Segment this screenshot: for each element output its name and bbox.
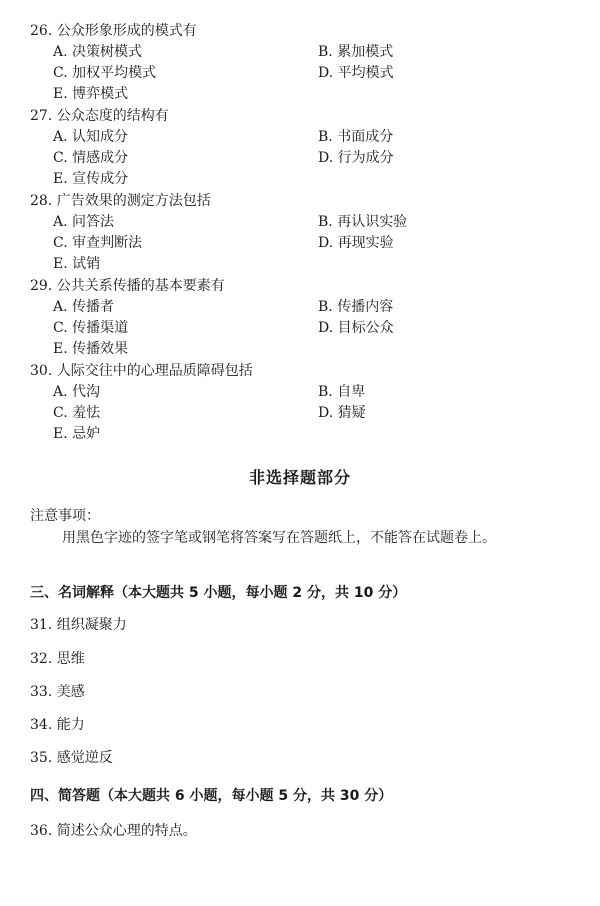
notice-label: 注意事项： [30,508,100,524]
section-title: 非选择题部分 [248,468,351,487]
question-stem: 30. 人际交往中的心理品质障碍包括 [30,363,253,379]
option-e: E. 传播效果 [53,341,129,357]
option-c: C. 传播渠道 [53,320,129,336]
option-b: B. 累加模式 [318,44,394,60]
option-a: A. 决策树模式 [53,44,143,60]
option-a: A. 认知成分 [53,129,129,145]
section-heading: 三、名词解释（本大题共 5 小题，每小题 2 分，共 10 分） [30,585,407,601]
list-item: 35. 感觉逆反 [30,750,113,766]
option-d: D. 再现实验 [318,235,394,251]
option-d: D. 行为成分 [318,150,394,166]
option-a: A. 代沟 [53,384,101,400]
question-stem: 26. 公众形象形成的模式有 [30,23,197,39]
question-stem: 27. 公众态度的结构有 [30,108,169,124]
list-item: 34. 能力 [30,717,85,733]
option-e: E. 宣传成分 [53,171,129,187]
option-a: A. 问答法 [53,214,115,230]
option-b: B. 再认识实验 [318,214,408,230]
question-stem: 29. 公共关系传播的基本要素有 [30,278,225,294]
option-b: B. 书面成分 [318,129,394,145]
option-e: E. 博弈模式 [53,86,129,102]
option-d: D. 平均模式 [318,65,394,81]
option-c: C. 加权平均模式 [53,65,157,81]
option-d: D. 猜疑 [318,405,366,421]
option-e: E. 忌妒 [53,426,101,442]
option-c: C. 羞怯 [53,405,101,421]
option-a: A. 传播者 [53,299,115,315]
option-c: C. 审查判断法 [53,235,143,251]
option-b: B. 传播内容 [318,299,394,315]
list-item: 33. 美感 [30,684,85,700]
list-item: 36. 简述公众心理的特点。 [30,823,197,839]
section-heading: 四、简答题（本大题共 6 小题，每小题 5 分，共 30 分） [30,788,393,804]
list-item: 31. 组织凝聚力 [30,617,127,633]
question-stem: 28. 广告效果的测定方法包括 [30,193,211,209]
option-e: E. 试销 [53,256,101,272]
option-c: C. 情感成分 [53,150,129,166]
option-d: D. 目标公众 [318,320,394,336]
list-item: 32. 思维 [30,651,85,667]
notice-text: 用黑色字迹的签字笔或钢笔将答案写在答题纸上，不能答在试题卷上。 [62,530,496,546]
option-b: B. 自卑 [318,384,366,400]
